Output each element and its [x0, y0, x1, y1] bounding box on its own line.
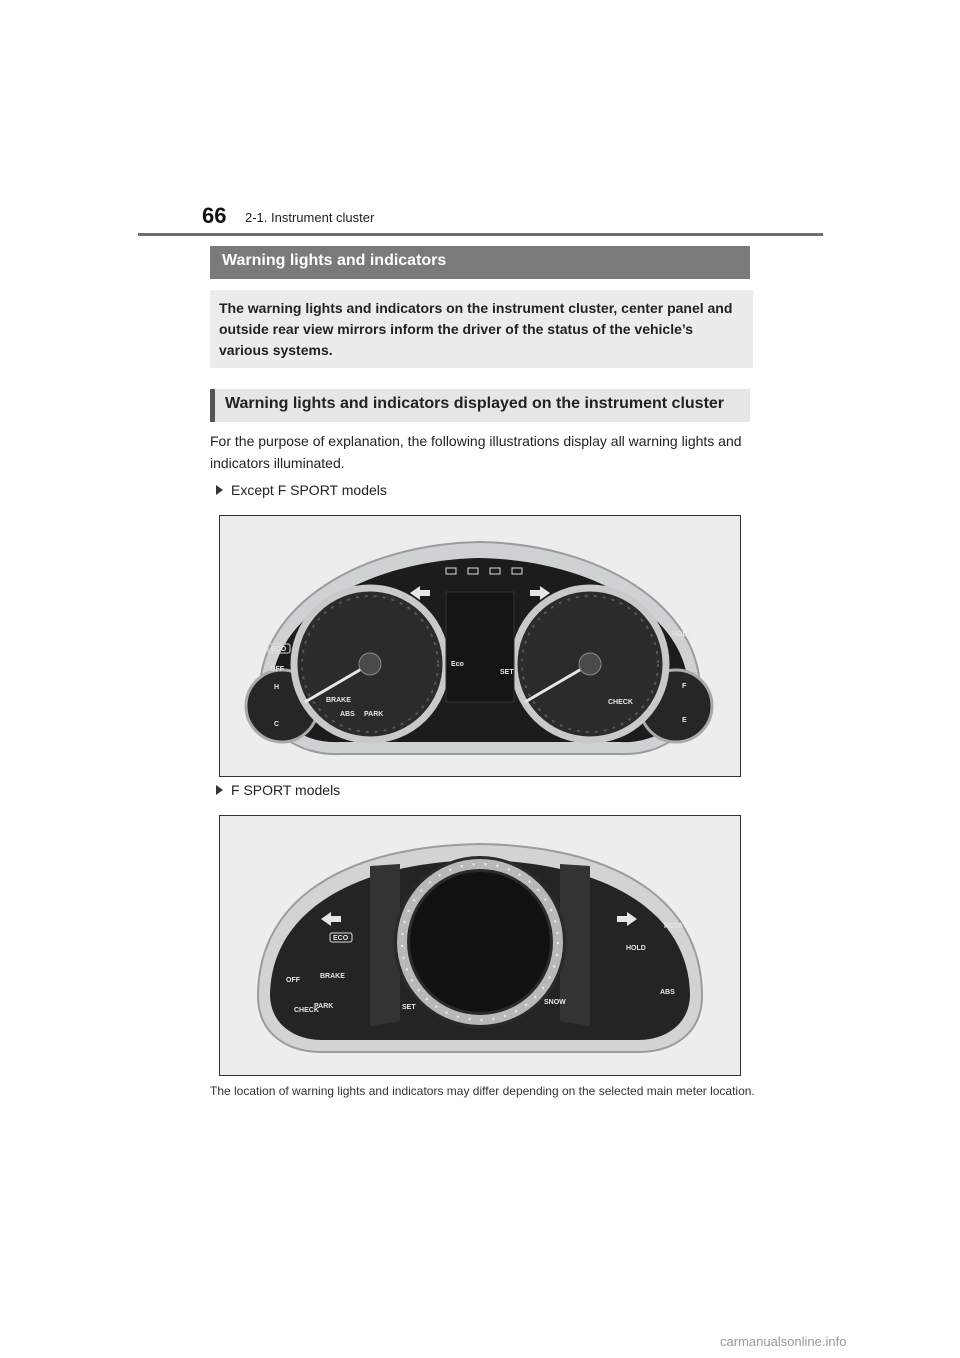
triangle-bullet-icon: [216, 785, 223, 795]
page-number: 66: [202, 203, 227, 228]
section-intro: The warning lights and indicators on the instrument cluster, center panel and outside rear view mirrors inform the driver of the status of the vehicle’s various systems.: [210, 290, 753, 368]
abs-indicator: ABS: [660, 989, 675, 996]
figure-fsport-cluster: [219, 815, 741, 1076]
figure-footnote: The location of warning lights and indicators may differ depending on the selected main meter location.: [210, 1084, 755, 1098]
bullet-label: Except F SPORT models: [231, 482, 387, 498]
park-indicator: PARK: [364, 711, 384, 718]
temp-cold-label: C: [274, 721, 280, 728]
brake-indicator: BRAKE: [326, 697, 351, 704]
eco-indicator: ECO: [271, 646, 287, 653]
eco-indicator: ECO: [333, 935, 349, 942]
figure-standard-cluster: [219, 515, 741, 777]
temp-high-label: H: [274, 684, 280, 691]
standard-cluster-illustration: [220, 516, 740, 776]
park-indicator: PARK: [314, 1003, 334, 1010]
fuel-full-label: F: [682, 683, 687, 690]
hold-indicator: HOLD: [672, 631, 692, 638]
vsc-off-indicator: OFF: [286, 977, 300, 984]
check-engine-indicator: CHECK: [608, 699, 633, 706]
bullet-label: F SPORT models: [231, 782, 341, 798]
bullet-fsport: [216, 782, 340, 798]
fuel-empty-label: E: [682, 717, 687, 724]
chapter-title: 2-1. Instrument cluster: [245, 210, 375, 225]
eco-mode-label: Eco: [451, 661, 464, 668]
watermark: carmanualsonline.info: [720, 1334, 847, 1349]
subsection-title: Warning lights and indicators displayed on the instrument cluster: [210, 389, 750, 422]
section-title: Warning lights and indicators: [210, 246, 750, 279]
subsection-paragraph: For the purpose of explanation, the following illustrations display all warning lights and indicators illuminated.: [210, 433, 742, 471]
rcta-off-indicator: RCTA: [664, 923, 683, 930]
cruise-set-indicator: SET: [402, 1004, 416, 1011]
check-engine-indicator: CHECK: [294, 1007, 319, 1014]
snow-indicator: SNOW: [544, 999, 566, 1006]
fsport-cluster-illustration: [220, 816, 740, 1075]
bullet-except-fsport: [216, 482, 387, 498]
vsc-off-indicator: OFF: [270, 666, 284, 673]
brake-indicator: BRAKE: [320, 973, 345, 980]
cruise-set-indicator: SET: [500, 669, 514, 676]
hold-indicator: HOLD: [626, 945, 646, 952]
header-divider: [138, 233, 823, 236]
triangle-bullet-icon: [216, 485, 223, 495]
abs-indicator: ABS: [340, 711, 355, 718]
